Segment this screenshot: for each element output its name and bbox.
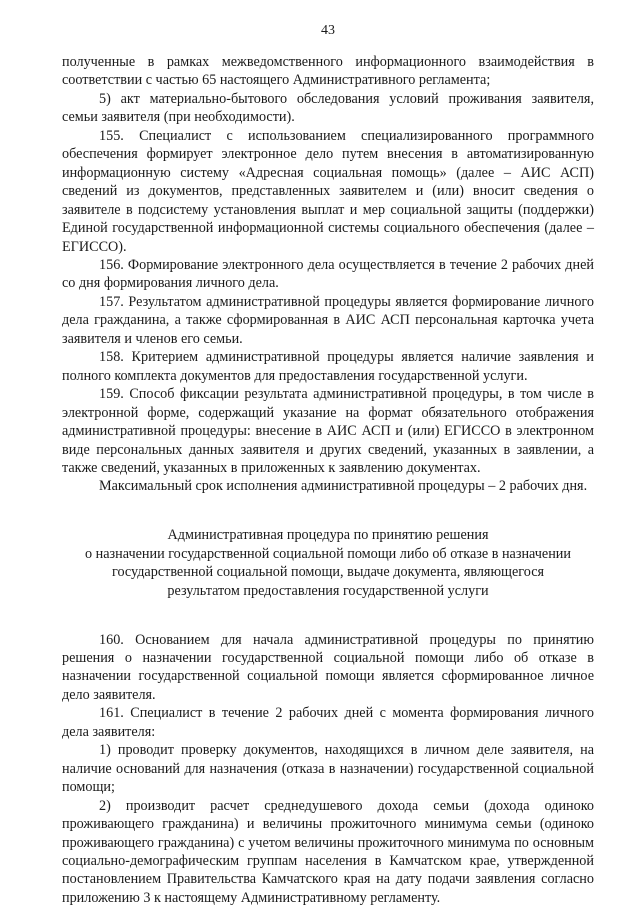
paragraph-p8: Максимальный срок исполнения административной процедуры – 2 рабочих дня. bbox=[99, 478, 588, 495]
paragraph-p11: 1) проводит проверку документов, находящихся в личном деле заявителя, на наличие оснований для назначения (отказа в назначении) государственной социальной помощи; bbox=[62, 742, 594, 796]
spacer bbox=[62, 496, 594, 514]
section-heading-line: Административная процедура по принятию решения bbox=[167, 527, 489, 544]
paragraph-p1: полученные в рамках межведомственного информационного взаимодействия в соответствии с частью 65 настоящего Административного регламента; bbox=[62, 54, 594, 89]
spacer bbox=[62, 514, 594, 526]
paragraph-p6: 158. Критерием административной процедуры является наличие заявления и полного комплекта документов для предоставления государственной услуги. bbox=[62, 349, 594, 384]
section-heading-line: результатом предоставления государственной услуги bbox=[167, 582, 489, 599]
paragraph-p4: 156. Формирование электронного дела осуществляется в течение 2 рабочих дней со дня формирования личного дела. bbox=[62, 256, 594, 292]
page-number: 43 bbox=[321, 23, 335, 38]
document-body bbox=[62, 53, 594, 907]
paragraph-p7: 159. Способ фиксации результата административной процедуры, в том числе в электронной форме, содержащий указание на формат обязательного отображения административной процедуры: внесение в АИС АСП и (или) ЕГИССО в электронном виде персональных данных заявителя и других сведений, указанных в заявлении, а также сведений, указанных в приложенных к заявлению документах. bbox=[62, 386, 594, 476]
section-heading-line: государственной социальной помощи, выдаче документа, являющегося bbox=[111, 564, 545, 581]
spacer bbox=[62, 600, 594, 618]
paragraph-p12: 2) производит расчет среднедушевого дохода семьи (дохода одиноко проживающего гражданина) и величины прожиточного минимума семьи (одиноко проживающего гражданина) с учетом величины прожиточного минимума по основным социально-демографическим группам населения в Камчатском крае, утвержденной постановлением Правительства Камчатского края на дату подачи заявления согласно приложению 3 к настоящему Административному регламенту. bbox=[62, 797, 594, 906]
paragraph-p9: 160. Основанием для начала административной процедуры по принятию решения о назначении государственной социальной помощи либо об отказе в назначении государственной социальной помощи является сформированное личное дело заявителя. bbox=[62, 631, 594, 703]
spacer bbox=[62, 619, 594, 631]
section-heading bbox=[62, 526, 594, 600]
paragraph-p10: 161. Специалист в течение 2 рабочих дней с момента формирования личного дела заявителя: bbox=[62, 705, 594, 740]
paragraph-p3: 155. Специалист с использованием специализированного программного обеспечения формирует электронное дело путем внесения в автоматизированную информационную систему «Адресная социальная помощь» (далее – АИС АСП) сведений из документов, представленных заявителем и (или) вносит сведения о заявителе в подсистему установления выплат и мер социальной защиты (поддержки) Единой государственной информационной системы социального обеспечения (далее – ЕГИССО). bbox=[62, 127, 594, 255]
section-heading-line: о назначении государственной социальной помощи либо об отказе в назначении bbox=[85, 545, 571, 562]
paragraph-p5: 157. Результатом административной процедуры является формирование личного дела гражданина, а также сформированная в АИС АСП персональная карточка учета заявителя и членов его семьи. bbox=[62, 293, 594, 347]
paragraph-p2: 5) акт материально-бытового обследования условий проживания заявителя, семьи заявителя (при необходимости). bbox=[62, 90, 594, 126]
